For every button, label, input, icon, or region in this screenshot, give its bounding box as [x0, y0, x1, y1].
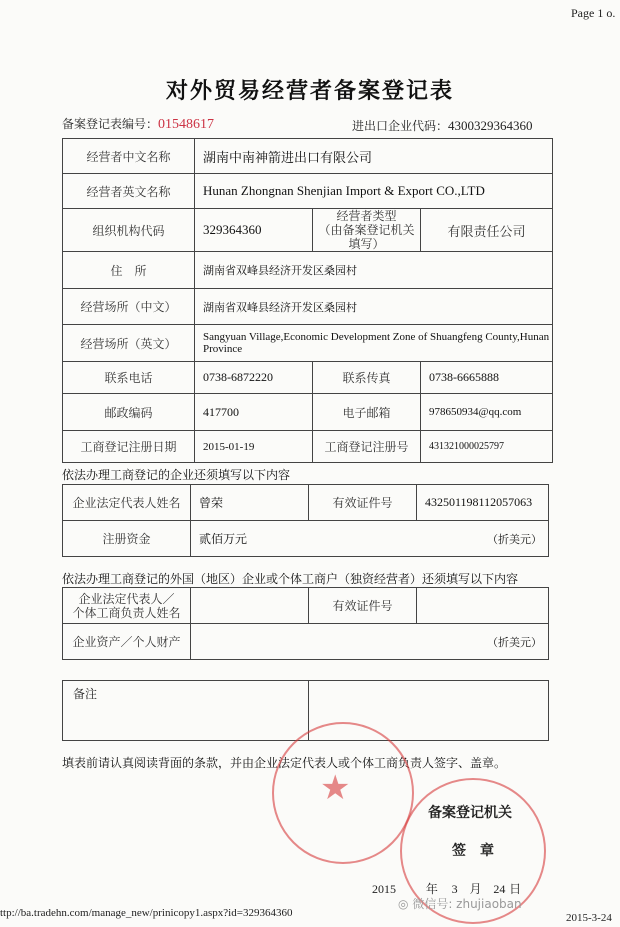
authority-seal-label: 签 章 — [452, 843, 494, 859]
io-enterprise-code — [352, 117, 533, 134]
place-en-value: Sangyuan Village,Economic Development Zone of Shuangfeng County,Hunan Province — [195, 325, 553, 362]
form-title: 对外贸易经营者备案登记表 — [165, 79, 454, 104]
foreign-rep-value — [191, 588, 309, 624]
row-phone — [63, 362, 553, 394]
date-day: 24 — [493, 882, 506, 896]
address-label: 住 所 — [63, 252, 195, 289]
reg-no-value: 431321000025797 — [421, 431, 553, 463]
id-value: 432501198112057063 — [417, 485, 549, 521]
row-legal-rep — [63, 485, 549, 521]
foreign-rep-label-line2: 个体工商负责人姓名 — [72, 605, 181, 620]
foreign-rep-label — [63, 588, 191, 624]
row-address — [63, 252, 553, 289]
date-year-suffix: 年 — [425, 882, 438, 896]
record-number-value: 01548617 — [158, 117, 215, 132]
fax-label: 联系传真 — [313, 362, 421, 394]
row-capital — [63, 521, 549, 557]
foreign-id-label: 有效证件号 — [309, 588, 417, 624]
postcode-label: 邮政编码 — [63, 394, 195, 431]
wechat-watermark — [398, 895, 522, 912]
record-number-label: 备案登记表编号： — [62, 117, 159, 131]
date-day-suffix: 日 — [509, 882, 522, 896]
io-code-label: 进出口企业代码： — [352, 119, 449, 133]
print-date: 2015-3-24 — [566, 912, 612, 924]
io-code-value: 4300329364360 — [448, 118, 533, 133]
remarks-label: 备注 — [63, 681, 309, 741]
postcode-value: 417700 — [195, 394, 313, 431]
email-value: 978650934@qq.com — [421, 394, 553, 431]
watermark-text: 微信号: zhujiaoban — [412, 897, 522, 911]
fax-value: 0738-6665888 — [421, 362, 553, 394]
page-number: Page 1 o. — [571, 6, 616, 20]
email-label: 电子邮箱 — [313, 394, 421, 431]
capital-usd-note: （折美元） — [487, 533, 542, 546]
row-place-en — [63, 325, 553, 362]
place-cn-value: 湖南省双峰县经济开发区桑园村 — [195, 289, 553, 325]
authority-label: 备案登记机关 — [428, 805, 512, 821]
date-month-suffix: 月 — [469, 882, 482, 896]
date-month: 3 — [451, 882, 458, 896]
footer-url: ttp://ba.tradehn.com/manage_new/prinicopy1.aspx?id=329364360 — [0, 907, 293, 919]
section-1-table — [62, 484, 549, 557]
row-foreign-rep — [63, 588, 549, 624]
foreign-id-value — [417, 588, 549, 624]
en-name-value: Hunan Zhongnan Shenjian Import & Export CO.,LTD — [195, 174, 553, 209]
type-label-line2: （由备案登记机关填写） — [318, 223, 415, 251]
row-org-code — [63, 209, 553, 252]
instruction-note: 填表前请认真阅读背面的条款，并由企业法定代表人或个体工商负责人签字、盖章。 — [62, 756, 507, 770]
date-year: 2015 — [372, 882, 396, 896]
section-2-heading: 依法办理工商登记的外国（地区）企业或个体工商户（独资经营者）还须填写以下内容 — [62, 572, 519, 586]
reg-no-label: 工商登记注册号 — [313, 431, 421, 463]
foreign-rep-label-line1: 企业法定代表人／ — [78, 591, 175, 606]
record-number — [62, 115, 214, 133]
capital-cell — [191, 521, 549, 557]
cn-name-label: 经营者中文名称 — [63, 139, 195, 174]
legal-rep-value: 曾荣 — [191, 485, 309, 521]
legal-rep-label: 企业法定代表人姓名 — [63, 485, 191, 521]
id-label: 有效证件号 — [309, 485, 417, 521]
cn-name-value: 湖南中南神箭进出口有限公司 — [195, 139, 553, 174]
section-1-heading: 依法办理工商登记的企业还须填写以下内容 — [62, 468, 291, 482]
section-2-table — [62, 587, 549, 660]
org-code-label: 组织机构代码 — [63, 209, 195, 252]
phone-value: 0738-6872220 — [195, 362, 313, 394]
place-en-label: 经营场所（英文） — [63, 325, 195, 362]
row-postcode — [63, 394, 553, 431]
seal-star-icon: ★ — [320, 768, 351, 808]
assets-label: 企业资产／个人财产 — [63, 624, 191, 660]
wechat-icon: ◎ — [398, 897, 409, 911]
capital-label: 注册资金 — [63, 521, 191, 557]
row-en-name — [63, 174, 553, 209]
reg-date-label: 工商登记注册日期 — [63, 431, 195, 463]
row-registration — [63, 431, 553, 463]
type-value: 有限责任公司 — [421, 209, 553, 252]
registration-table — [62, 138, 553, 463]
row-cn-name — [63, 139, 553, 174]
row-place-cn — [63, 289, 553, 325]
assets-cell — [191, 624, 549, 660]
phone-label: 联系电话 — [63, 362, 195, 394]
capital-value: 贰佰万元 — [199, 532, 248, 546]
place-cn-label: 经营场所（中文） — [63, 289, 195, 325]
type-label — [313, 209, 421, 252]
reg-date-value: 2015-01-19 — [195, 431, 313, 463]
en-name-label: 经营者英文名称 — [63, 174, 195, 209]
row-assets — [63, 624, 549, 660]
assets-usd-note: （折美元） — [487, 636, 542, 649]
address-value: 湖南省双峰县经济开发区桑园村 — [195, 252, 553, 289]
type-label-line1: 经营者类型 — [336, 209, 397, 223]
org-code-value: 329364360 — [195, 209, 313, 252]
